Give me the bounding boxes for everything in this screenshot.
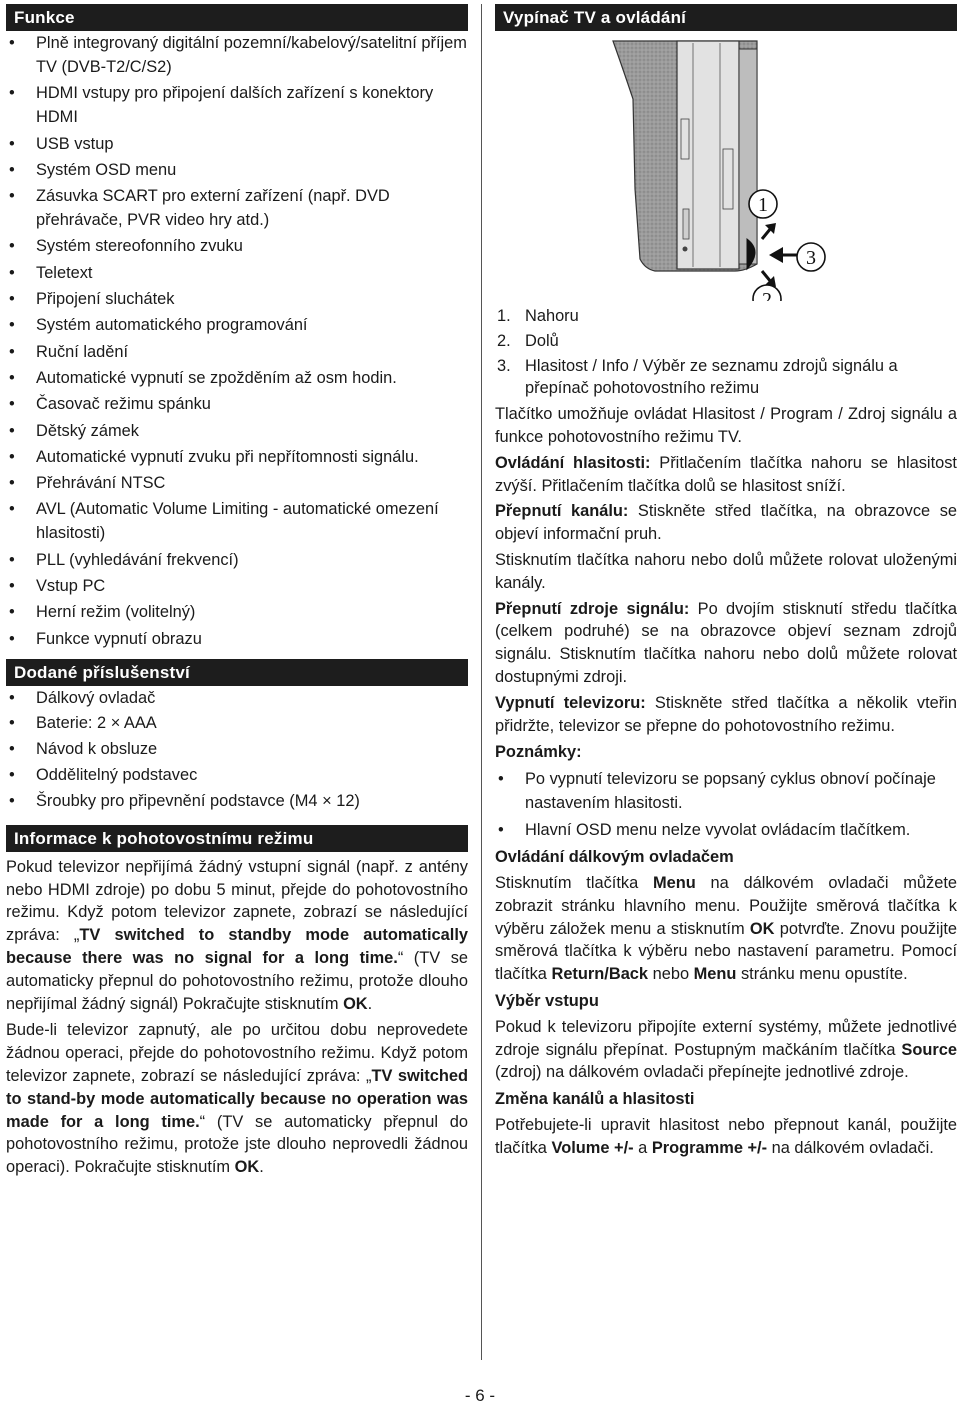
- accessories-list: [6, 686, 468, 813]
- label-1-text: 1: [758, 194, 768, 216]
- list-item: • Plně integrovaný digitální pozemní/kabelový/satelitní příjem TV (DVB-T2/C/S2): [6, 31, 468, 79]
- list-item: 2. Dolů: [497, 331, 559, 350]
- list-item: • Baterie: 2 × AAA: [6, 711, 468, 735]
- label-2-text: 2: [762, 289, 772, 301]
- list-item: • Oddělitelný podstavec: [6, 763, 468, 787]
- list-item: • Dálkový ovladač: [6, 686, 468, 710]
- list-item: • PLL (vyhledávání frekvencí): [6, 548, 468, 572]
- list-item: • Návod k obsluze: [6, 737, 468, 761]
- list-item: 1. Nahoru: [497, 307, 579, 325]
- controls-heading: Vypínač TV a ovládání: [495, 4, 957, 31]
- features-heading: Funkce: [6, 4, 468, 31]
- remote-paragraph: Stisknutím tlačítka Menu na dálkovém ovladači můžete zobrazit stránku hlavního menu. Použijte směrová tlačítka k výběru záložek menu a stisknutím OK potvrďte. Znovu použijte směrová tlačítka k výběru nebo nastavení parametru. Pomocí tlačítka Return/Back nebo Menu stránku menu opustíte.: [495, 873, 958, 984]
- list-item: • Ruční ladění: [6, 340, 468, 364]
- channel-paragraph: Přepnutí kanálu: Stiskněte střed tlačítka, na obrazovce se objeví informační pruh.: [495, 502, 958, 544]
- list-item: • Připojení sluchátek: [6, 287, 468, 311]
- channel-volume-paragraph: Potřebujete-li upravit hlasitost nebo přepnout kanál, použijte tlačítka Volume +/- a Programme +/- na dálkovém ovladači.: [495, 1115, 957, 1157]
- list-item: • Časovač režimu spánku: [6, 392, 468, 416]
- list-item: • Systém stereofonního zvuku: [6, 234, 468, 258]
- controls-intro: Tlačítko umožňuje ovládat Hlasitost / Program / Zdroj signálu a funkce pohotovostního režimu TV.: [495, 405, 957, 446]
- list-item: • HDMI vstupy pro připojení dalších zařízení s konektory HDMI: [6, 81, 468, 129]
- right-column: [495, 4, 957, 1160]
- notes-list: [495, 767, 957, 842]
- list-item: • USB vstup: [6, 132, 468, 156]
- list-item: • Herní režim (volitelný): [6, 600, 468, 624]
- list-item: • Šroubky pro připevnění podstavce (M4 × 12): [6, 789, 468, 813]
- list-item: • Systém automatického programování: [6, 313, 468, 337]
- list-item: • Zásuvka SCART pro externí zařízení (např. DVD přehrávače, PVR video hry atd.): [6, 184, 468, 232]
- page-number: - 6 -: [464, 1386, 496, 1405]
- tv-control-figure: [495, 39, 957, 301]
- list-item: • Hlavní OSD menu nelze vyvolat ovládacím tlačítkem.: [495, 818, 957, 842]
- column-divider: [481, 4, 482, 1360]
- list-item: • Dětský zámek: [6, 419, 468, 443]
- poweroff-paragraph: Vypnutí televizoru: Stiskněte střed tlačítka a několik vteřin přidržte, televizor se přepne do pohotovostního režimu.: [495, 693, 958, 735]
- standby-paragraph-1: Pokud televizor nepřijímá žádný vstupní signál (např. z antény nebo HDMI zdroje) po dobu 5 minut, přejde do pohotovostního režimu. Když potom televizor zapnete, zobrazí se následující zpráva: „TV switched to standby mode automatically because there was no signal for a long time.“ (TV se automaticky přepnul do pohotovostního režimu, protože dlouho nepřijímal žádný signál) Pokračujte stisknutím OK.: [6, 857, 469, 1013]
- standby-paragraph-2: Bude-li televizor zapnutý, ale po určitou dobu neprovedete žádnou operaci, přejde do pohotovostního režimu. Když potom televizor zapnete, zobrazí se následující zpráva: „TV switched to stand-by mode automatically because no operation was made for a long time.“ (TV se automaticky přepnul do pohotovostního režimu, protože jste dlouho neprovedli žádnou operaci). Pokračujte stisknutím OK.: [6, 1021, 468, 1177]
- list-item: • Automatické vypnutí se zpožděním až osm hodin.: [6, 366, 468, 390]
- list-item: • Automatické vypnutí zvuku při nepřítomnosti signálu.: [6, 445, 468, 469]
- source-paragraph: Přepnutí zdroje signálu: Po dvojím stisknutí středu tlačítka (celkem podruhé) se na obrazovce objeví seznam zdrojů signálu. Stisknutím tlačítka nahoru nebo dolů můžete rolovat dostupnými zdroji.: [495, 599, 957, 686]
- list-item: • Vstup PC: [6, 574, 468, 598]
- list-item: • AVL (Automatic Volume Limiting - automatické omezení hlasitosti): [6, 497, 468, 545]
- list-item: • Funkce vypnutí obrazu: [6, 627, 468, 651]
- label-3-text: 3: [806, 247, 816, 269]
- input-paragraph: Pokud k televizoru připojíte externí systémy, můžete jednotlivé zdroje signálu přepínat. Postupným mačkáním tlačítka Source (zdroj) na dálkovém ovladači přepínejte jednotlivé zdroje.: [495, 1017, 957, 1082]
- features-list: [6, 31, 468, 651]
- channel-scroll-paragraph: Stisknutím tlačítka nahoru nebo dolů můžete rolovat uloženými kanály.: [495, 550, 957, 592]
- list-item: • Systém OSD menu: [6, 158, 468, 182]
- left-column: [6, 4, 468, 1179]
- remote-heading: Ovládání dálkovým ovladačem: [495, 848, 734, 867]
- list-item: 3. Hlasitost / Info / Výběr ze seznamu zdrojů signálu a přepínač pohotovostního režimu: [497, 356, 898, 398]
- list-item: • Přehrávání NTSC: [6, 471, 468, 495]
- tv-back-illustration: [495, 39, 957, 301]
- list-item: • Teletext: [6, 261, 468, 285]
- list-item: • Po vypnutí televizoru se popsaný cyklus obnoví počínaje nastavením hlasitosti.: [495, 767, 957, 815]
- input-heading: Výběr vstupu: [495, 991, 599, 1010]
- control-list: [495, 305, 957, 400]
- volume-paragraph: Ovládání hlasitosti: Přitlačením tlačítka nahoru se hlasitost zvýší. Přitlačením tlačítka dolů se hlasitost sníží.: [495, 453, 957, 495]
- notes-heading: Poznámky:: [495, 743, 582, 762]
- accessories-heading: Dodané příslušenství: [6, 659, 468, 686]
- standby-heading: Informace k pohotovostnímu režimu: [6, 825, 468, 852]
- channel-volume-heading: Změna kanálů a hlasitosti: [495, 1090, 695, 1109]
